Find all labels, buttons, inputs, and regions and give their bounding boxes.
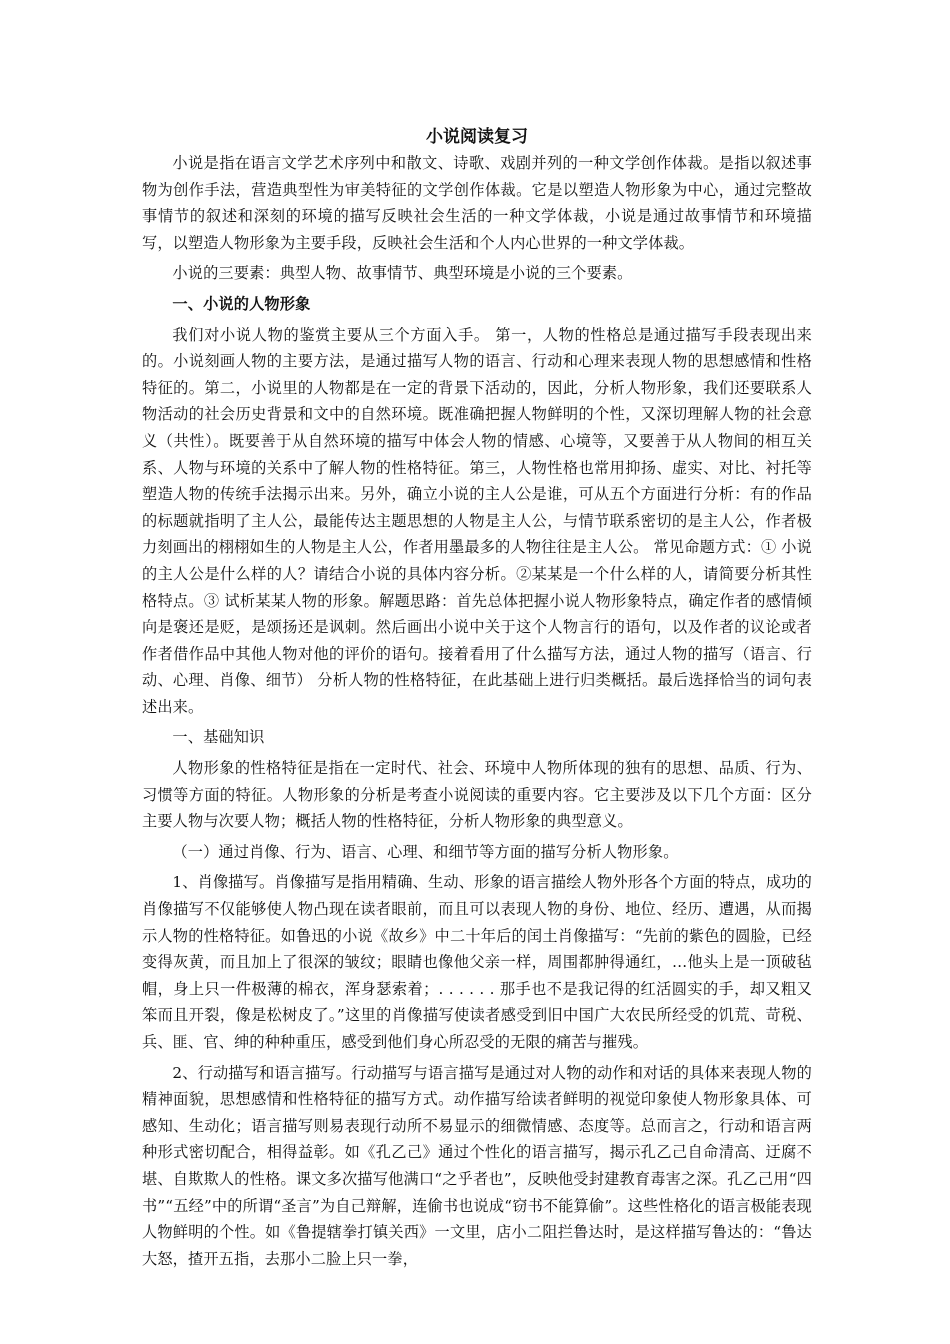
paragraph-character-appreciation: 我们对小说人物的鉴赏主要从三个方面入手。 第一，人物的性格总是通过描写手段表现出来的。小说刻画人物的主要方法，是通过描写人物的语言、行动和心理来表现人物的思想感情和性格特征的。第二，小说里的人物都是在一定的背景下活动的，因此，分析人物形象，我们还要联系人物活动的社会历史背景和文中的自然环境。既准确把握人物鲜明的个性，又深切理解人物的社会意义（共性）。既要善于从自然环境的描写中体会人物的情感、心境等，又要善于从人物间的相互关系、人物与环境的关系中了解人物的性格特征。第三，人物性格也常用抑扬、虚实、对比、衬托等塑造人物的传统手法揭示出来。另外，确立小说的主人公是谁，可从五个方面进行分析：有的作品的标题就指明了主人公，最能传达主题思想的人物是主人公，与情节联系密切的是主人公，作者极力刻画出的栩栩如生的人物是主人公，作者用墨最多的人物往往是主人公。 常见命题方式：① 小说的主人公是什么样的人？请结合小说的具体内容分析。②某某是一个什么样的人，请简要分析其性格特点。③ 试析某某人物的形象。解题思路：首先总体把握小说人物形象特点，确定作者的感情倾向是褒还是贬，是颂扬还是讽刺。然后画出小说中关于这个人物言行的语句，以及作者的议论或者作者借作品中其他人物对他的评价的语句。接着看用了什么描写方法，通过人物的描写（语言、行动、心理、肖像、细节） 分析人物的性格特征，在此基础上进行归类概括。最后选择恰当的词句表述出来。 <box>142 325 812 716</box>
paragraph-character-traits: 人物形象的性格特征是指在一定时代、社会、环境中人物所体现的独有的思想、品质、行为、习惯等方面的特征。人物形象的分析是考查小说阅读的重要内容。它主要涉及以下几个方面：区分主要人物与次要人物；概括人物的性格特征，分析人物形象的典型意义。 <box>142 759 812 831</box>
document-page <box>142 124 812 1276</box>
subheading-description-methods: （一）通过肖像、行为、语言、心理、和细节等方面的描写分析人物形象。 <box>172 842 679 861</box>
paragraph-three-elements: 小说的三要素：典型人物、故事情节、典型环境是小说的三个要素。 <box>172 264 633 283</box>
paragraph-action-language-description: 2、行动描写和语言描写。行动描写与语言描写是通过对人物的动作和对话的具体来表现人物的精神面貌，思想感情和性格特征的描写方式。动作描写给读者鲜明的视觉印象使人物形象具体、可感知、生动化；语言描写则易表现行动所不易显示的细微情感、态度等。总而言之，行动和语言两种形式密切配合，相得益彰。如《孔乙己》通过个性化的语言描写，揭示孔乙己自命清高、迂腐不堪、自欺欺人的性格。课文多次描写他满口“之乎者也”，反映他受封建教育毒害之深。孔乙己用“四书”“五经”中的所谓“圣言”为自己辩解，连偷书也说成“窃书不能算偷”。这些性格化的语言极能表现人物鲜明的个性。如《鲁提辖拳打镇关西》一文里，店小二阻拦鲁达时，是这样描写鲁达的：“鲁达大怒，揸开五指，去那小二脸上只一拳， <box>142 1063 812 1268</box>
section-heading-character-image: 一、小说的人物形象 <box>172 294 311 313</box>
section-heading-basic-knowledge: 一、基础知识 <box>172 728 265 747</box>
paragraph-portrait-description: 1、肖像描写。肖像描写是指用精确、生动、形象的语言描绘人物外形各个方面的特点，成功的肖像描写不仅能够使人物凸现在读者眼前，而且可以表现人物的身份、地位、经历、遭遇，从而揭示人物的性格特征。如鲁迅的小说《故乡》中二十年后的闰土肖像描写：“先前的紫色的圆脸，已经变得灰黄，而且加上了很深的皱纹；眼睛也像他父亲一样，周围都肿得通红，…他头上是一顶破毡帽，身上只一件极薄的棉衣，浑身瑟索着；. . . . . . 那手也不是我记得的红活圆实的手，却又粗又笨而且开裂，像是松树皮了。”这里的肖像描写使读者感受到旧中国广大农民所经受的饥荒、苛税、兵、匪、官、绅的种种重压，感受到他们身心所忍受的无限的痛苦与摧残。 <box>142 873 812 1051</box>
paragraph-intro: 小说是指在语言文学艺术序列中和散文、诗歌、戏剧并列的一种文学创作体裁。是指以叙述事物为创作手法，营造典型性为审美特征的文学创作体裁。它是以塑造人物形象为中心，通过完整故事情节的叙述和深刻的环境的描写反映社会生活的一种文学体裁，小说是通过故事情节和环境描写，以塑造人物形象为主要手段，反映社会生活和个人内心世界的一种文学体裁。 <box>142 154 812 252</box>
document-title: 小说阅读复习 <box>426 127 528 147</box>
